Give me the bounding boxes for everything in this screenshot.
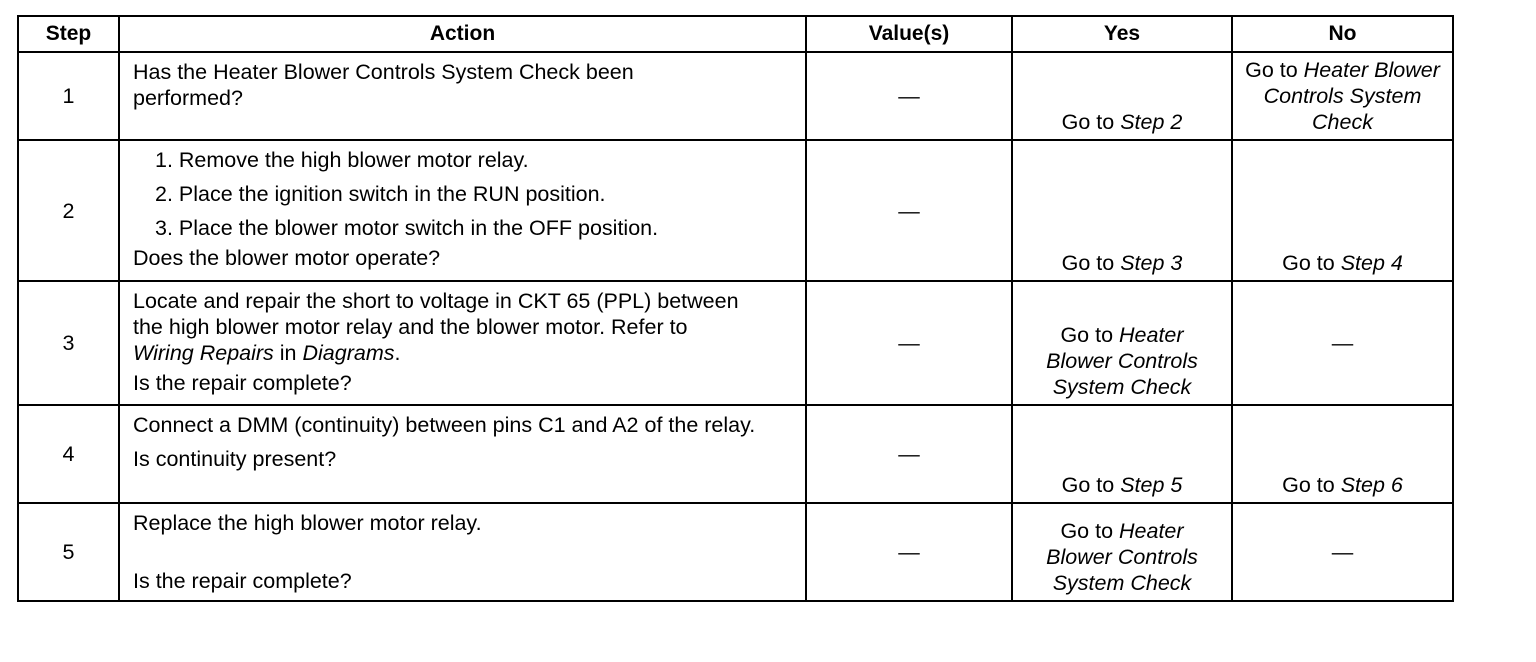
no-ref: Heater Blower Controls System Check [1263, 58, 1440, 134]
action-cell [119, 503, 806, 601]
yes-prefix: Go to [1060, 323, 1114, 347]
yes-prefix: Go to [1061, 473, 1115, 497]
no-ref: Step 6 [1340, 473, 1403, 497]
table-row-step-1 [18, 52, 1453, 140]
yes-ref: Step 3 [1120, 251, 1183, 275]
action-question: Is continuity present? [133, 447, 337, 471]
action-step: 1. Remove the high blower motor relay. [155, 148, 529, 172]
step-number: 2 [18, 140, 119, 281]
no-ref: Step 4 [1340, 251, 1403, 275]
header-row [18, 16, 1453, 52]
table-row-step-4 [18, 405, 1453, 503]
step-number: 4 [18, 405, 119, 503]
table-row-step-3 [18, 281, 1453, 405]
no-cell: — [1232, 281, 1453, 405]
action-cell [119, 52, 806, 140]
table-row-step-2 [18, 140, 1453, 281]
action-text-part: . [394, 341, 401, 365]
action-cell [119, 281, 806, 405]
yes-prefix: Go to [1060, 519, 1114, 543]
yes-ref: Step 5 [1120, 473, 1183, 497]
action-cell [119, 140, 806, 281]
header-no: No [1232, 16, 1453, 52]
action-ref-diagrams: Diagrams [302, 341, 395, 365]
yes-cell [1012, 405, 1232, 503]
no-cell [1232, 52, 1453, 140]
value-cell: — [806, 140, 1012, 281]
value-cell: — [806, 503, 1012, 601]
value-cell: — [806, 281, 1012, 405]
action-step: 3. Place the blower motor switch in the OFF position. [155, 216, 659, 240]
action-text-part: Locate and repair the short to voltage in CKT 65 (PPL) between the high blower motor relay and the blower motor. Refer to [133, 289, 739, 339]
step-number: 3 [18, 281, 119, 405]
action-steps-list [133, 143, 793, 245]
header-step: Step [18, 16, 119, 52]
no-prefix: Go to [1282, 251, 1335, 275]
step-number: 1 [18, 52, 119, 140]
action-text-part: in [279, 341, 297, 365]
action-question: Is the repair complete? [133, 569, 352, 593]
table-row-step-5 [18, 503, 1453, 601]
no-prefix: Go to [1245, 58, 1298, 82]
yes-ref: Heater Blower Controls System Check [1046, 519, 1198, 595]
yes-cell [1012, 503, 1232, 601]
action-cell [119, 405, 806, 503]
value-cell: — [806, 405, 1012, 503]
no-cell: — [1232, 503, 1453, 601]
action-question: Does the blower motor operate? [133, 246, 441, 270]
action-text: Replace the high blower motor relay. [133, 511, 482, 535]
action-question: Is the repair complete? [133, 371, 352, 395]
step-number: 5 [18, 503, 119, 601]
diagnostic-table [17, 15, 1454, 602]
yes-cell [1012, 52, 1232, 140]
action-text [133, 288, 793, 366]
yes-ref: Step 2 [1120, 110, 1183, 134]
no-prefix: Go to [1282, 473, 1335, 497]
no-cell [1232, 405, 1453, 503]
action-step: 2. Place the ignition switch in the RUN position. [155, 182, 606, 206]
yes-cell [1012, 140, 1232, 281]
header-values: Value(s) [806, 16, 1012, 52]
header-yes: Yes [1012, 16, 1232, 52]
header-action: Action [119, 16, 806, 52]
yes-cell [1012, 281, 1232, 405]
no-cell [1232, 140, 1453, 281]
yes-ref: Heater Blower Controls System Check [1046, 323, 1198, 399]
action-text: Connect a DMM (continuity) between pins C1 and A2 of the relay. [133, 413, 756, 437]
yes-prefix: Go to [1061, 251, 1115, 275]
value-cell: — [806, 52, 1012, 140]
action-text: Has the Heater Blower Controls System Check been performed? [133, 60, 634, 110]
action-ref-wiring-repairs: Wiring Repairs [133, 341, 274, 365]
yes-prefix: Go to [1061, 110, 1115, 134]
